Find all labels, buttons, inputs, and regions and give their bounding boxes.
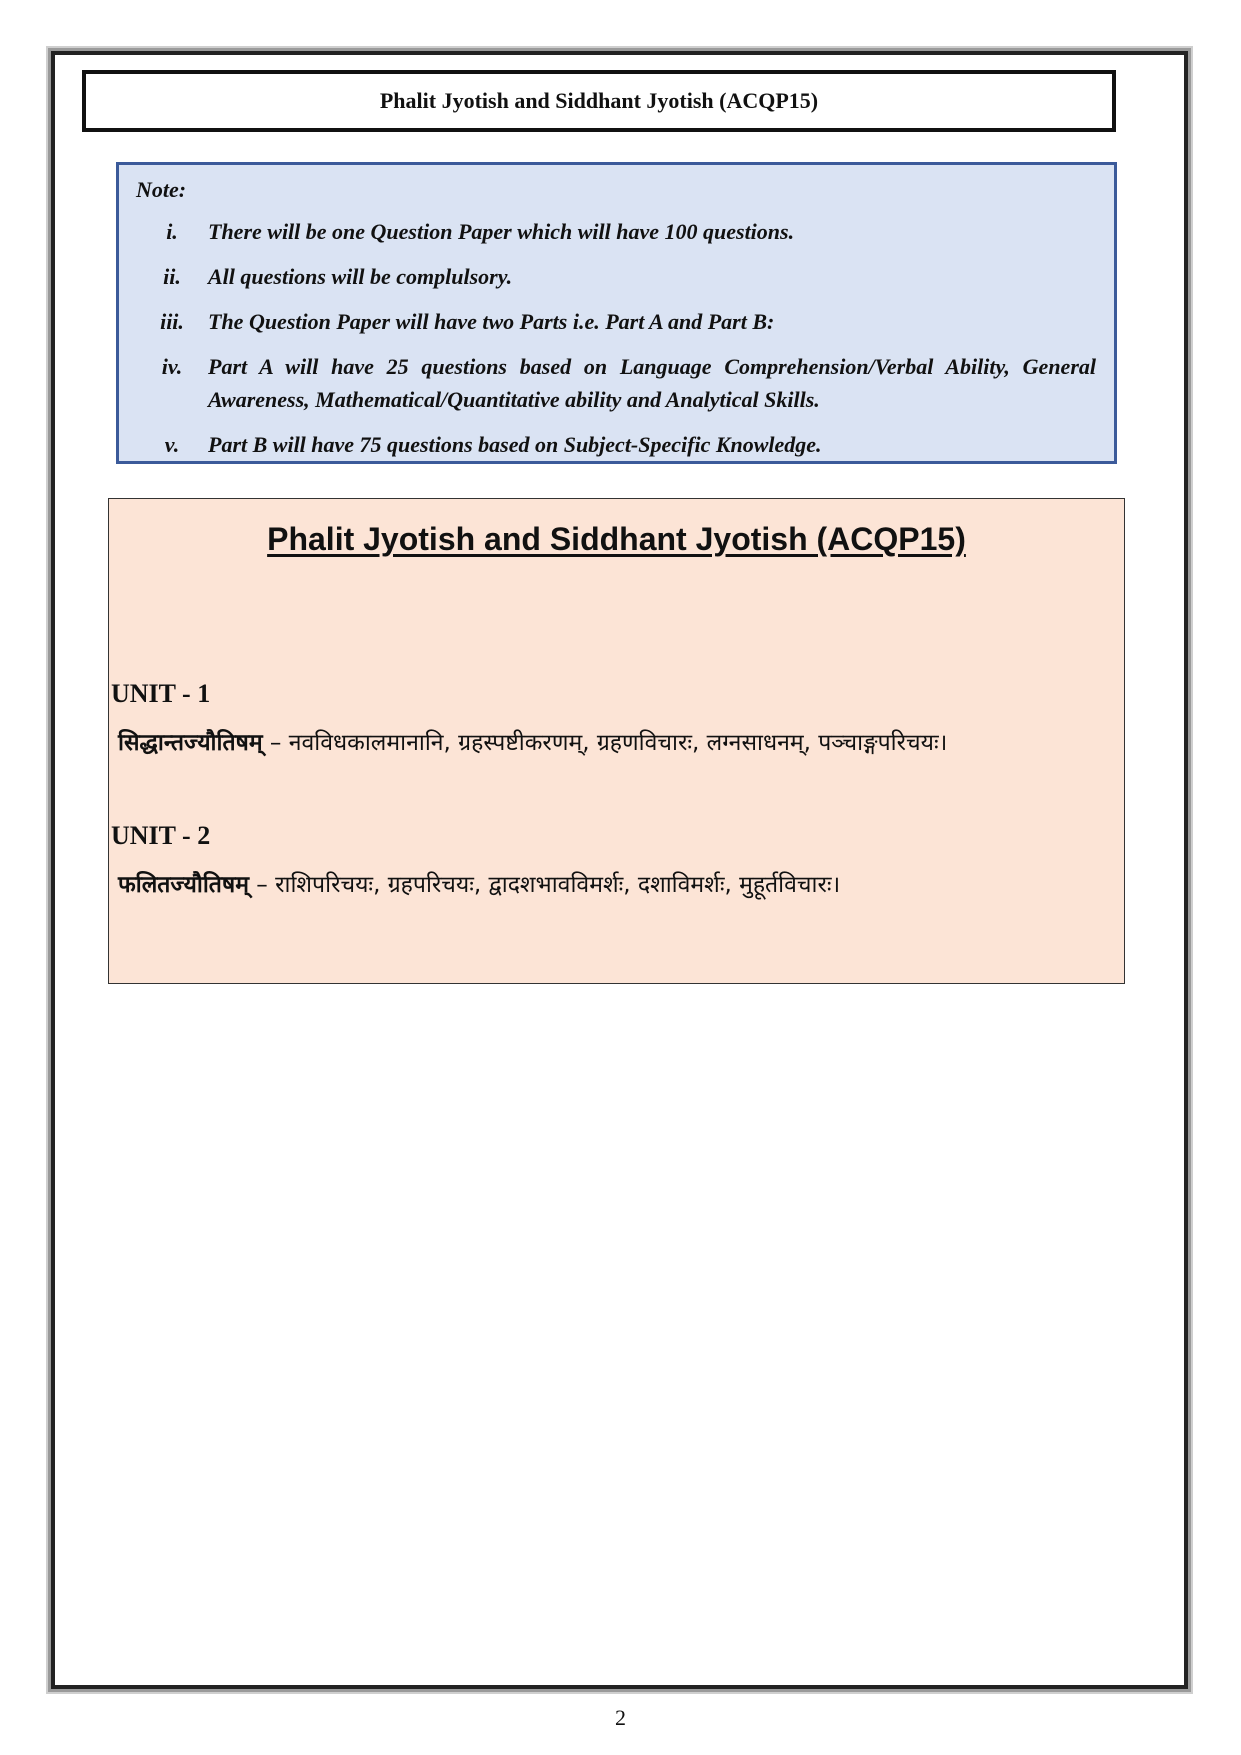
unit-1-topic: सिद्धान्तज्यौतिषम् [118,730,263,756]
note-title: Note: [136,177,187,202]
unit-2-topic: फलितज्यौतिषम् [118,872,249,898]
note-box [116,162,1117,464]
unit-1-subtopics: – नवविधकालमानानि, ग्रहस्पष्टीकरणम्, ग्रहणविचारः, लग्नसाधनम्, पञ्चाङ्गपरिचयः। [262,730,948,756]
unit-2-content [118,867,1124,899]
header-title-box [82,70,1116,132]
note-item-text: Part A will have 25 questions based on Language Comprehension/Verbal Ability, General Awareness, Mathematical/Quantitative ability and Analytical Skills. [208,354,1096,412]
syllabus-box [108,498,1125,984]
note-item-text: Part B will have 75 questions based on Subject-Specific Knowledge. [208,432,822,457]
note-item [136,215,1096,248]
note-item-number: i. [166,219,178,244]
note-item-text: All questions will be complulsory. [208,264,513,289]
note-item [136,428,1096,461]
note-item-number: ii. [163,264,181,289]
note-item-number: iv. [161,354,183,379]
unit-1-content [118,725,1124,757]
page-number: 2 [615,1705,626,1730]
syllabus-title: Phalit Jyotish and Siddhant Jyotish (ACQP15) [267,521,966,557]
note-item-text: There will be one Question Paper which will have 100 questions. [208,219,795,244]
unit-2-subtopics: – राशिपरिचयः, ग्रहपरिचयः, द्वादशभावविमर्शः, दशाविमर्शः, मुहूर्तविचारः। [248,872,841,898]
unit-2-heading: UNIT - 2 [111,821,211,850]
unit-1-heading: UNIT - 1 [111,679,211,708]
header-title: Phalit Jyotish and Siddhant Jyotish (ACQP15) [379,88,819,113]
note-item-number: iii. [160,309,184,334]
note-item [136,305,1096,338]
note-item [136,260,1096,293]
note-list [136,215,1096,461]
note-item-number: v. [164,432,180,457]
note-item [136,350,1096,416]
note-item-text: The Question Paper will have two Parts i.e. Part A and Part B: [208,309,775,334]
